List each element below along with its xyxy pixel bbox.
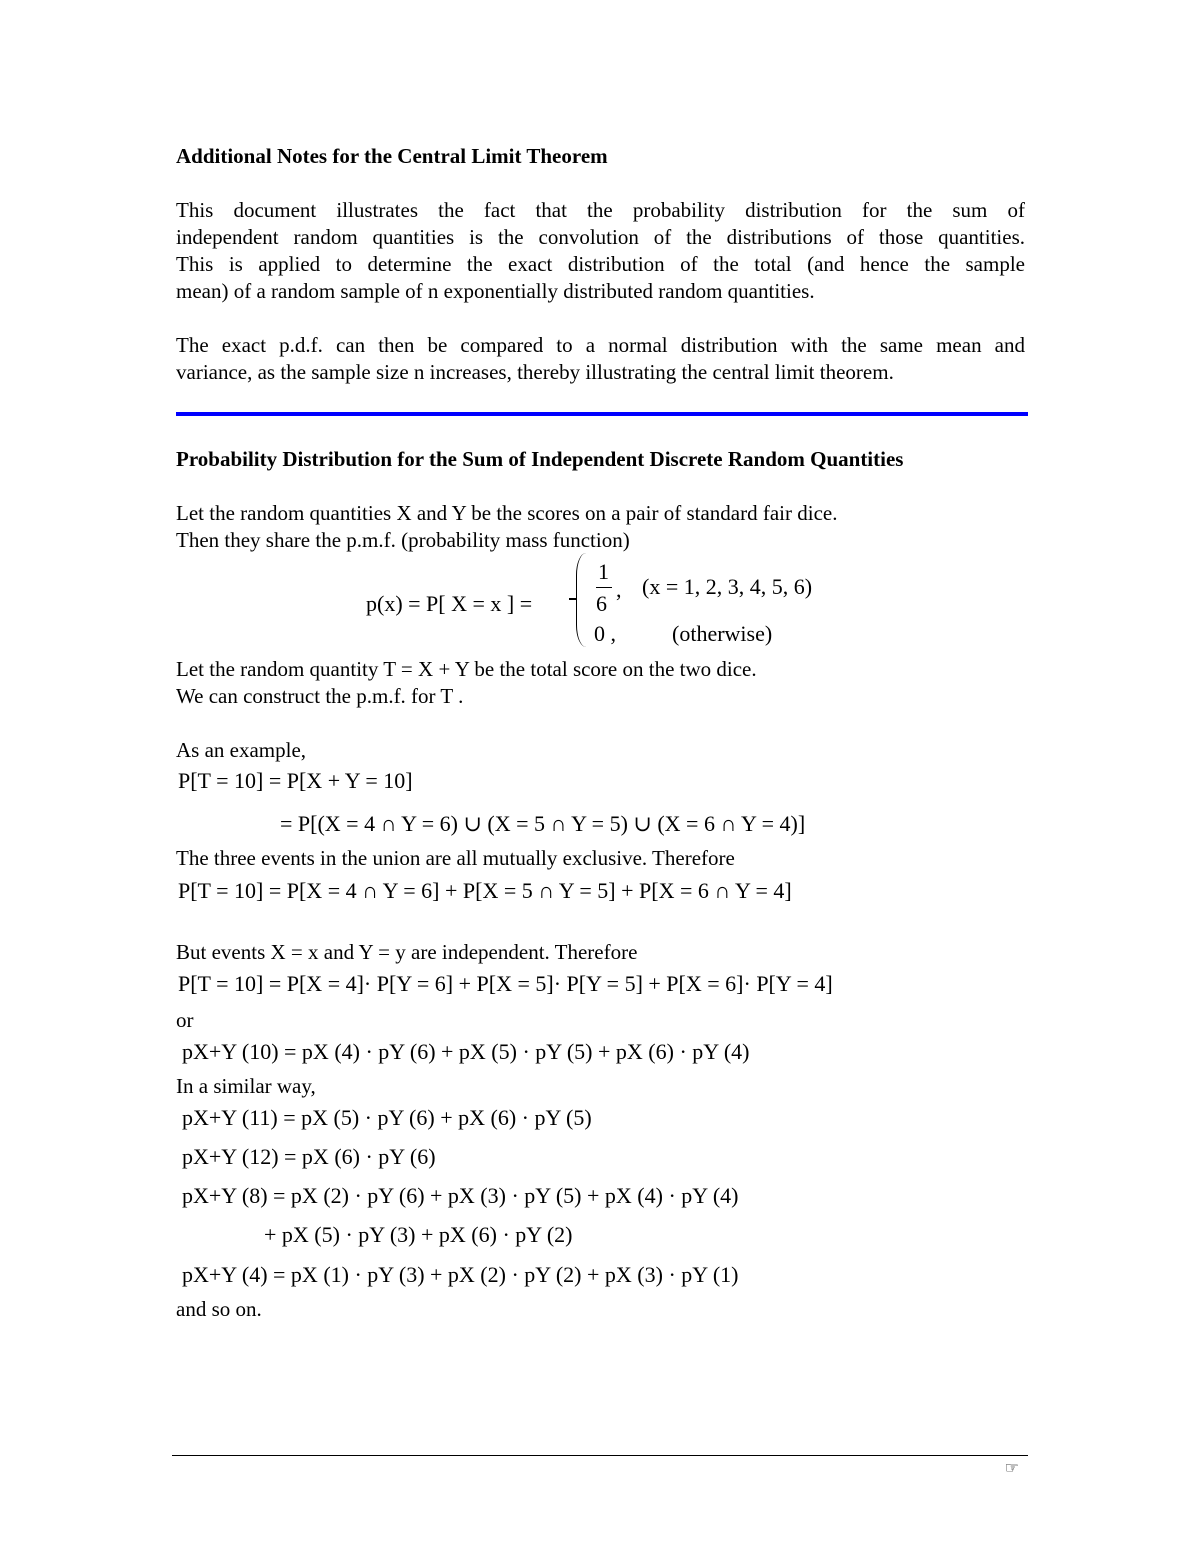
- pmf-case1-condition: (x = 1, 2, 3, 4, 5, 6): [642, 574, 813, 599]
- intro-para2-line-2: variance, as the sample size n increases, thereby illustrating the central limit theorem.: [176, 360, 894, 384]
- fraction-bar: [596, 587, 612, 588]
- pointing-hand-icon[interactable]: ☞: [1004, 1458, 1019, 1477]
- equation-2: = P[(X = 4 ∩ Y = 6) ∪ (X = 5 ∩ Y = 5) ∪ (X = 6 ∩ Y = 4)]: [280, 811, 806, 836]
- dice-intro-line: Let the random quantities X and Y be the scores on a pair of standard fair dice.: [176, 501, 838, 525]
- section-heading: Probability Distribution for the Sum of Independent Discrete Random Quantities: [176, 447, 904, 471]
- pmf-case2-condition: (otherwise): [672, 621, 773, 646]
- construct-pmf-line: We can construct the p.m.f. for T .: [176, 684, 464, 708]
- equation-9: + pX (5) · pY (3) + pX (6) · pY (2): [264, 1222, 573, 1247]
- equation-1: P[T = 10] = P[X + Y = 10]: [178, 768, 413, 793]
- equation-5: pX+Y (10) = pX (4) · pY (6) + pX (5) · pY (5) + pX (6) · pY (4): [182, 1039, 750, 1064]
- pmf-denominator: 6: [596, 591, 607, 616]
- or-label: or: [176, 1008, 194, 1032]
- example-label: As an example,: [176, 738, 307, 762]
- document-page: [176, 0, 1025, 1553]
- intro-para2-line-1: The exact p.d.f. can then be compared to a normal distribution with the same mean and: [176, 333, 1025, 357]
- intro-line-4: mean) of a random sample of n exponentially distributed random quantities.: [176, 279, 815, 303]
- equation-6: pX+Y (11) = pX (5) · pY (6) + pX (6) · pY (5): [182, 1105, 592, 1130]
- document-title: Additional Notes for the Central Limit Theorem: [176, 144, 608, 168]
- pmf-case1-comma: ,: [616, 577, 622, 602]
- similar-way-label: In a similar way,: [176, 1074, 316, 1098]
- left-brace-tip: [569, 598, 577, 600]
- intro-line-1: This document illustrates the fact that the probability distribution for the sum of: [176, 198, 1025, 222]
- and-so-on-line: and so on.: [176, 1297, 262, 1321]
- equation-10: pX+Y (4) = pX (1) · pY (3) + pX (2) · pY (2) + pX (3) · pY (1): [182, 1262, 739, 1287]
- equation-8: pX+Y (8) = pX (2) · pY (6) + pX (3) · pY (5) + pX (4) · pY (4): [182, 1183, 739, 1208]
- pmf-lhs: p(x) = P[ X = x ] =: [366, 591, 533, 616]
- equation-4: P[T = 10] = P[X = 4]· P[Y = 6] + P[X = 5]· P[Y = 5] + P[X = 6]· P[Y = 4]: [178, 971, 833, 996]
- footer-rule: [172, 1455, 1028, 1456]
- pmf-case2-value: 0 ,: [594, 621, 616, 646]
- independence-line: But events X = x and Y = y are independent. Therefore: [176, 940, 638, 964]
- equation-7: pX+Y (12) = pX (6) · pY (6): [182, 1144, 436, 1169]
- equation-3: P[T = 10] = P[X = 4 ∩ Y = 6] + P[X = 5 ∩ Y = 5] + P[X = 6 ∩ Y = 4]: [178, 878, 792, 903]
- pmf-intro-line: Then they share the p.m.f. (probability mass function): [176, 528, 630, 552]
- intro-line-2: independent random quantities is the convolution of the distributions of those quantities.: [176, 225, 1025, 249]
- mutually-exclusive-line: The three events in the union are all mutually exclusive. Therefore: [176, 846, 735, 870]
- section-divider: [176, 412, 1028, 416]
- intro-line-3: This is applied to determine the exact distribution of the total (and hence the sample: [176, 252, 1025, 276]
- pmf-numerator: 1: [598, 559, 609, 584]
- total-definition-line: Let the random quantity T = X + Y be the total score on the two dice.: [176, 657, 757, 681]
- left-brace: [576, 553, 587, 647]
